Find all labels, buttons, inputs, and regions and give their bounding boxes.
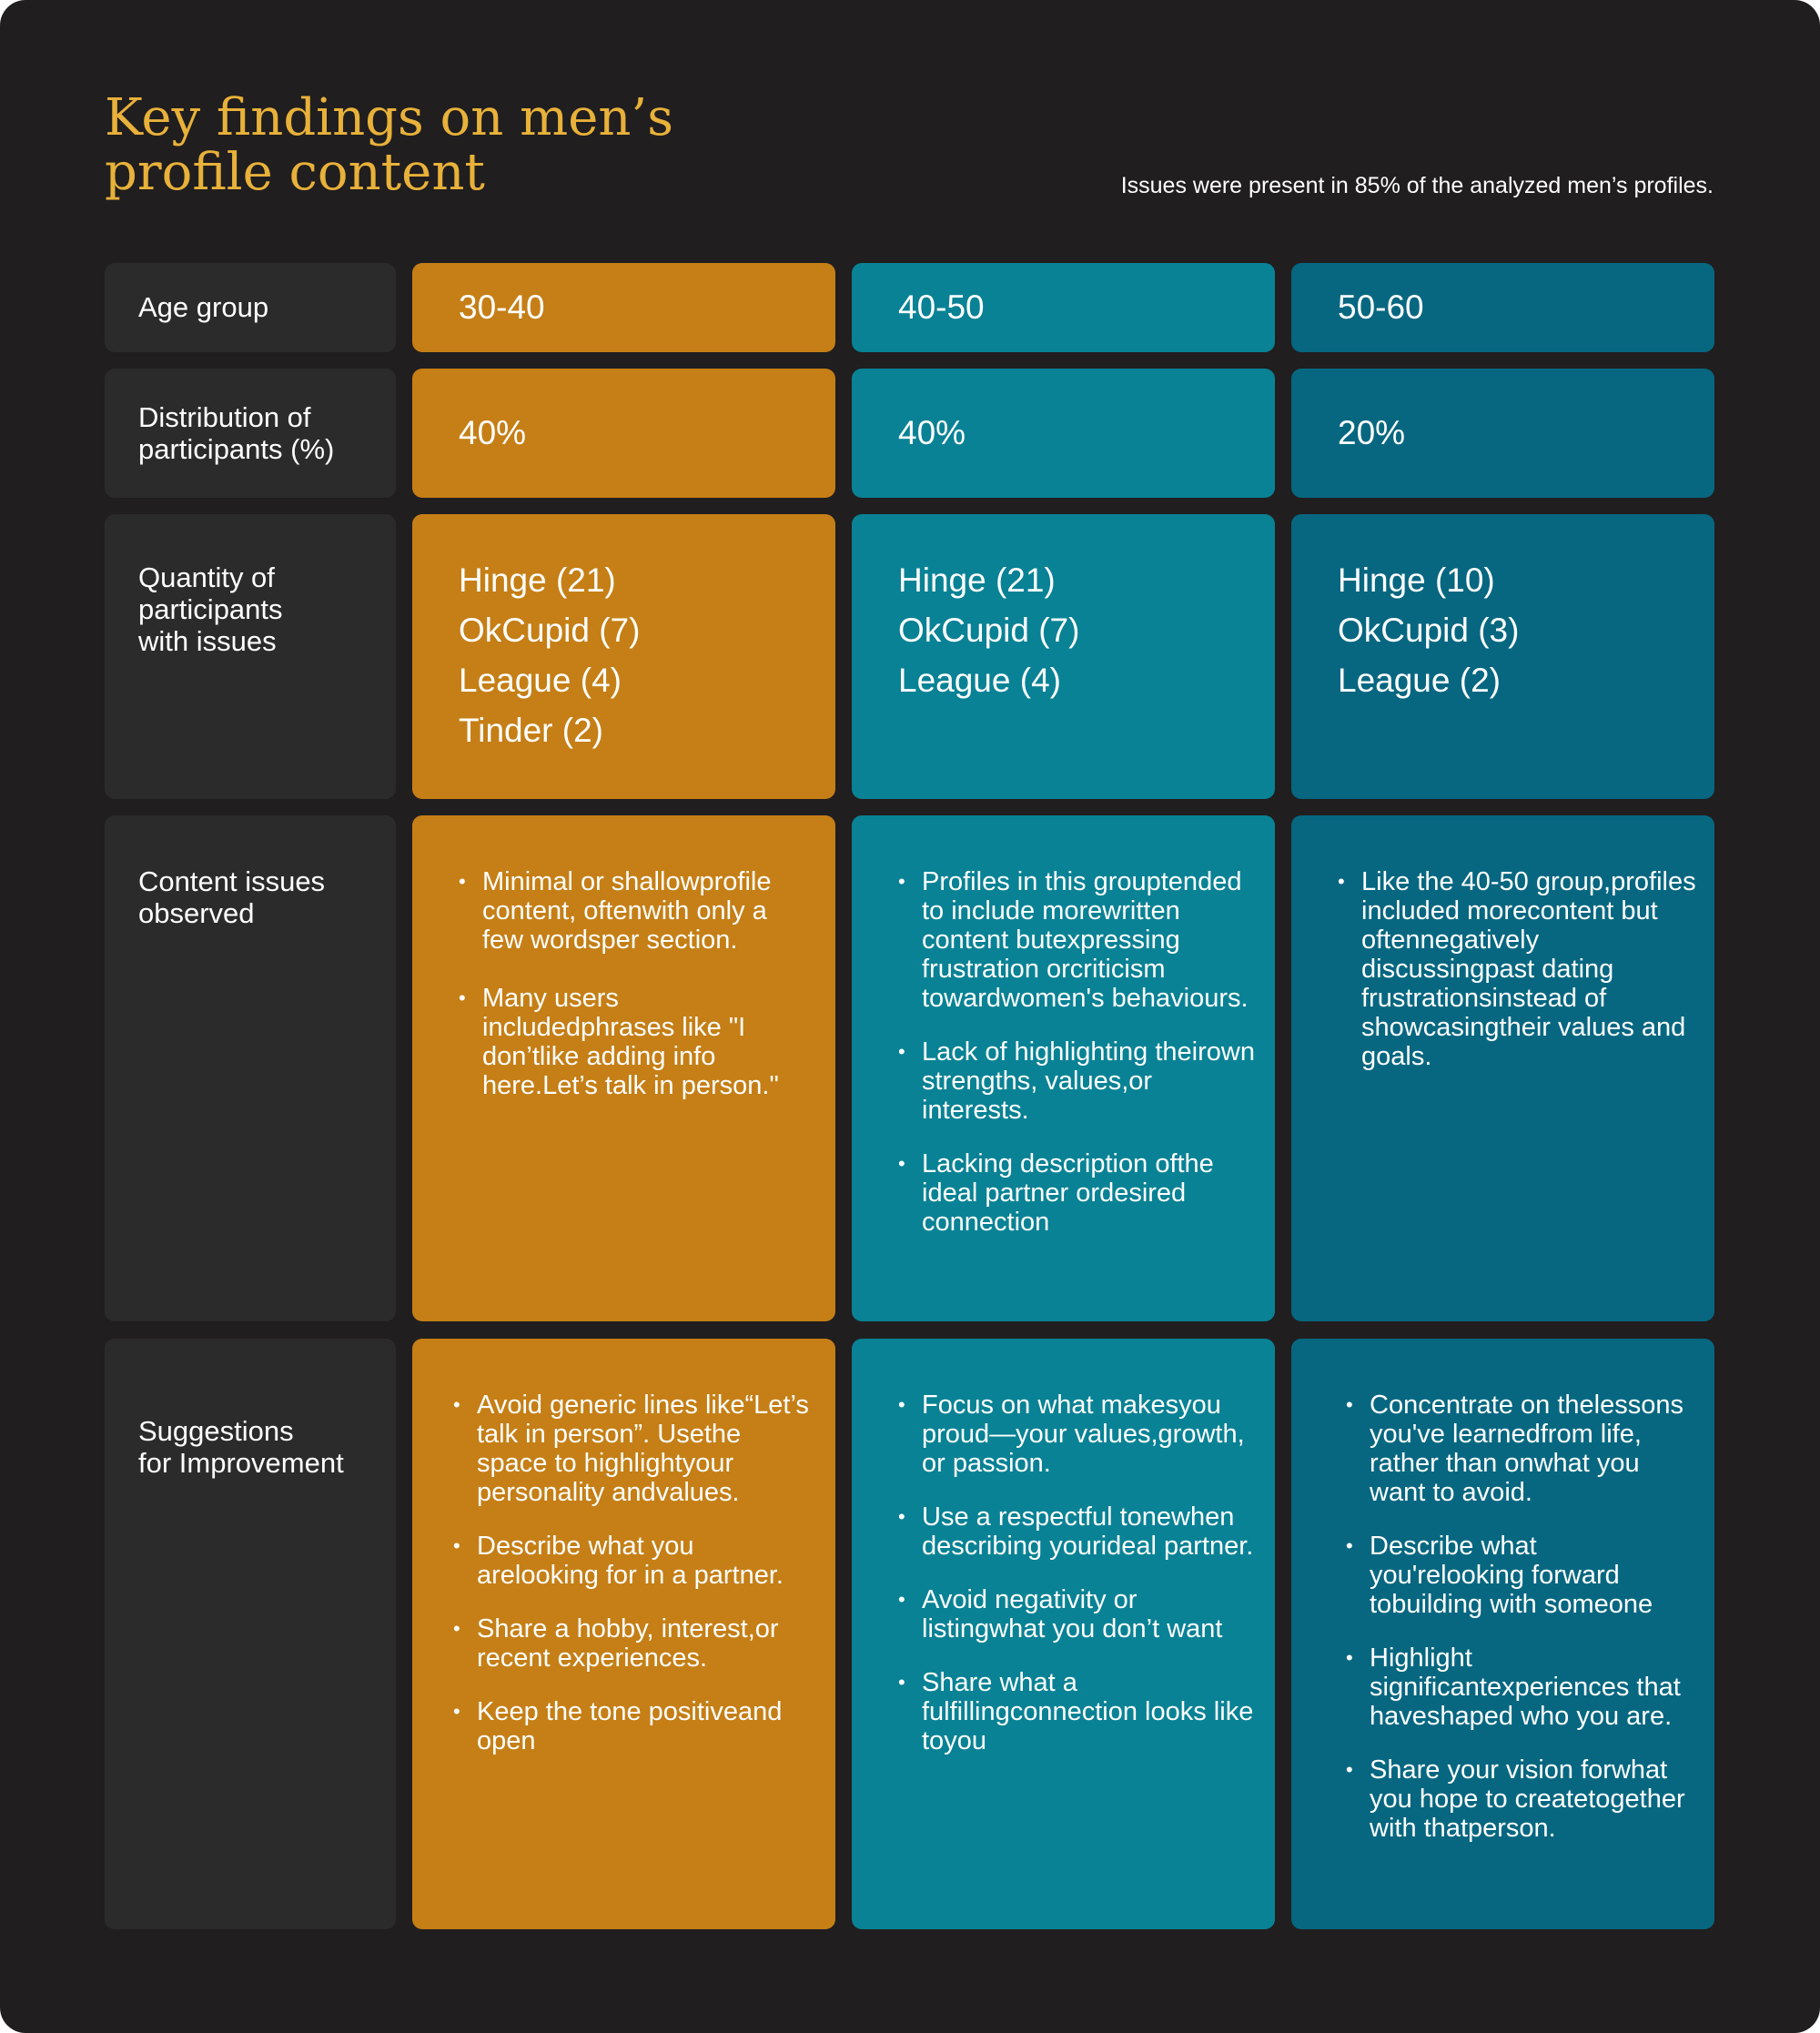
suggestions-list — [898, 1391, 1257, 1755]
list-item: • Focus on what makesyou proud—your values,growth, or passion. — [898, 1391, 1257, 1478]
suggestions-cell-30-40 — [412, 1339, 835, 1929]
content-issues-cell-50-60 — [1291, 815, 1714, 1321]
issues-list — [898, 867, 1257, 1237]
platform-count: League (4) — [459, 662, 622, 699]
label-line: Content issues — [138, 865, 326, 897]
row-label-suggestions — [105, 1339, 396, 1929]
suggestions-list — [1346, 1391, 1696, 1843]
quantity-cell-30-40 — [412, 514, 835, 799]
list-item: • Lacking description ofthe ideal partner ordesired connection — [898, 1149, 1257, 1237]
page-title — [105, 88, 833, 202]
list-item: • Concentrate on thelessons you've learnedfrom life, rather than onwhat you want to avoid. — [1346, 1391, 1696, 1507]
suggestions-cell-50-60 — [1291, 1339, 1714, 1929]
list-item: • Share your vision forwhat you hope to createtogether with thatperson. — [1346, 1755, 1696, 1843]
age-group-cell-50-60: 50-60 — [1291, 263, 1714, 352]
label-line: Suggestions — [138, 1415, 294, 1447]
platform-count: Tinder (2) — [459, 712, 604, 749]
list-item: • Profiles in this grouptended to include morewritten content butexpressing frustration orcriticism towardwomen's behaviours. — [898, 867, 1257, 1013]
list-item: • Describe what you arelooking for in a partner. — [453, 1532, 817, 1590]
age-group-cell-30-40: 30-40 — [412, 263, 835, 352]
list-item: • Highlight significantexperiences that haveshaped who you are. — [1346, 1644, 1696, 1731]
label-line: participants — [138, 593, 283, 625]
list-item: • Share a hobby, interest,or recent experiences. — [453, 1614, 817, 1673]
list-item: • Share what a fulfillingconnection looks like toyou — [898, 1668, 1257, 1755]
label-line: Distribution of — [138, 401, 311, 433]
list-item: • Avoid negativity or listingwhat you don’t want — [898, 1585, 1257, 1644]
distribution-cell-30-40: 40% — [412, 369, 835, 498]
platform-count: OkCupid (7) — [898, 612, 1080, 649]
platform-count: OkCupid (3) — [1338, 612, 1520, 649]
platform-count: League (2) — [1338, 662, 1501, 699]
list-item: • Avoid generic lines like“Let’s talk in person”. Usethe space to highlightyour personality andvalues. — [453, 1391, 817, 1507]
row-label-age-group: Age group — [105, 263, 396, 352]
title-line: profile content — [105, 143, 485, 202]
distribution-cell-40-50: 40% — [852, 369, 1275, 498]
issues-list — [1338, 867, 1696, 1071]
subtitle: Issues were present in 85% of the analyzed men’s profiles. — [1120, 173, 1714, 198]
content-issues-cell-30-40 — [412, 815, 835, 1321]
list-item: • Many users includedphrases like "I don’tlike adding info here.Let’s talk in person." — [459, 984, 808, 1100]
platform-count: Hinge (21) — [459, 561, 616, 599]
platform-count: OkCupid (7) — [459, 612, 641, 649]
issues-list — [459, 867, 808, 1100]
list-item: • Lack of highlighting theirown strengths, values,or interests. — [898, 1037, 1257, 1125]
label-line: with issues — [138, 625, 277, 657]
list-item: • Like the 40-50 group,profiles included morecontent but oftennegatively discussingpast dating frustrationsinstead of showcasingtheir values and goals. — [1338, 867, 1696, 1071]
platform-count: Hinge (10) — [1338, 561, 1495, 599]
row-label-quantity — [105, 514, 396, 799]
row-label-distribution — [105, 369, 396, 498]
quantity-cell-50-60 — [1291, 514, 1714, 799]
list-item: • Minimal or shallowprofile content, oftenwith only a few wordsper section. — [459, 867, 808, 955]
content-issues-cell-40-50 — [852, 815, 1275, 1321]
quantity-cell-40-50 — [852, 514, 1275, 799]
list-item: • Use a respectful tonewhen describing yourideal partner. — [898, 1502, 1257, 1561]
age-group-cell-40-50: 40-50 — [852, 263, 1275, 352]
label-line: Quantity of — [138, 561, 275, 593]
suggestions-list — [453, 1391, 817, 1755]
list-item: • Describe what you'relooking forward tobuilding with someone — [1346, 1532, 1696, 1619]
label-line: observed — [138, 897, 255, 929]
platform-count: Hinge (21) — [898, 561, 1056, 599]
row-label-content-issues — [105, 815, 396, 1321]
suggestions-cell-40-50 — [852, 1339, 1275, 1929]
list-item: • Keep the tone positiveand open — [453, 1697, 817, 1755]
label-line: for Improvement — [138, 1447, 344, 1479]
distribution-cell-50-60: 20% — [1291, 369, 1714, 498]
platform-count: League (4) — [898, 662, 1061, 699]
title-line: Key findings on men’s — [105, 88, 673, 147]
label-line: participants (%) — [138, 433, 335, 465]
